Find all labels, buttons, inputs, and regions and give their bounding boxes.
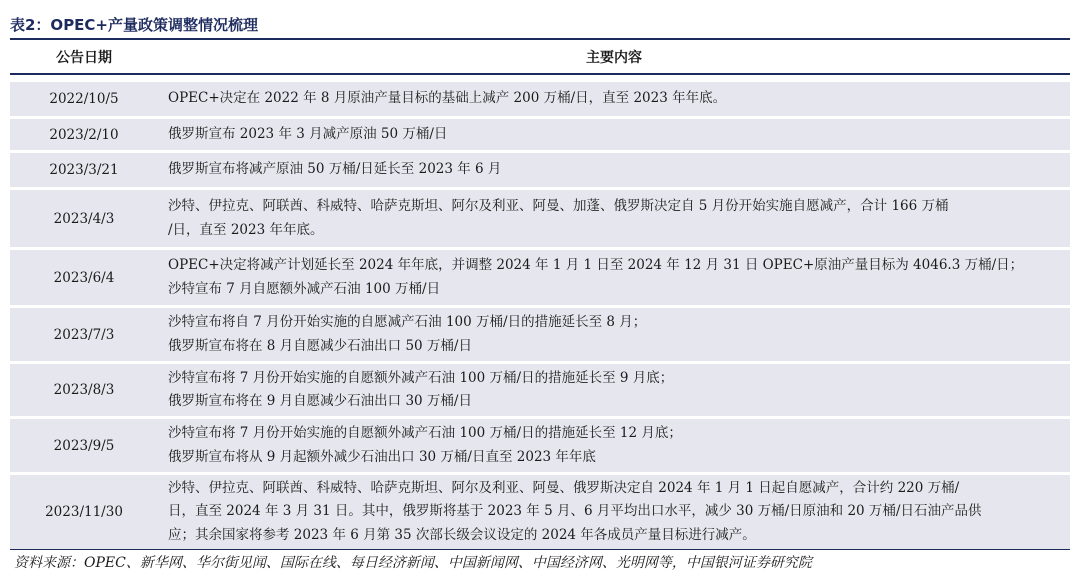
header-date: 公告日期: [56, 50, 112, 66]
table-row: [10, 82, 1070, 116]
row-line: 俄罗斯宣布将在 9 月自愿减少石油出口 30 万桶/日: [168, 393, 472, 409]
table-row: [10, 308, 1070, 361]
row-content: [168, 153, 1064, 187]
table-row: [10, 475, 1070, 549]
row-content: [168, 190, 1064, 247]
row-content: [168, 364, 1064, 416]
row-line: OPEC+决定将减产计划延长至 2024 年年底，并调整 2024 年 1 月 1 日至 2024 年 12 月 31 日 OPEC+原油产量目标为 4046.3 万桶/日；: [168, 257, 1024, 273]
row-line: 沙特、伊拉克、阿联酋、科威特、哈萨克斯坦、阿尔及利亚、阿曼、加蓬、俄罗斯决定自 5 月份开始实施自愿减产，合计 166 万桶: [168, 198, 949, 214]
row-date: 2023/7/3: [53, 326, 115, 343]
source-note: 资料来源：OPEC、新华网、华尔街见闻、国际在线、每日经济新闻、中国新闻网、中国经济网、光明网等，中国银河证券研究院: [14, 555, 812, 571]
row-line: 沙特、伊拉克、阿联酋、科威特、哈萨克斯坦、阿尔及利亚、阿曼、俄罗斯决定自 2024 年 1 月 1 日起自愿减产，合计约 220 万桶/: [168, 479, 960, 496]
row-date: 2023/8/3: [53, 382, 115, 398]
row-line: OPEC+决定在 2022 年 8 月原油产量目标的基础上减产 200 万桶/日，直至 2023 年年底。: [168, 90, 727, 107]
row-date: 2023/2/10: [49, 126, 119, 143]
header-rule: [10, 73, 1070, 75]
row-line: 沙特宣布将 7 月份开始实施的自愿额外减产石油 100 万桶/日的措施延长至 12 月底；: [168, 425, 682, 441]
row-line: /日，直至 2023 年年底。: [168, 221, 324, 238]
row-content: [168, 308, 1064, 361]
row-date: 2023/3/21: [49, 162, 119, 178]
row-line: 俄罗斯宣布 2023 年 3 月减产原油 50 万桶/日: [168, 125, 448, 142]
row-content: [168, 119, 1064, 150]
table-header: [10, 44, 1070, 72]
row-line: 应；其余国家将参考 2023 年 6 月第 35 次部长级会议设定的 2024 年各成员产量目标进行减产。: [168, 526, 756, 543]
table-row: [10, 190, 1070, 247]
header-content: 主要内容: [586, 50, 642, 66]
row-content: [168, 250, 1064, 305]
row-line: 沙特宣布将自 7 月份开始实施的自愿减产石油 100 万桶/日的措施延长至 8 月；: [168, 314, 647, 330]
table-row: [10, 419, 1070, 472]
top-rule: [10, 38, 1070, 40]
row-line: 日，直至 2024 年 3 月 31 日。其中，俄罗斯将基于 2023 年 5 月、6 月平均出口水平，减少 30 万桶/日原油和 20 万桶/日石油产品供: [168, 503, 982, 520]
row-date: 2023/11/30: [45, 504, 123, 520]
table-row: [10, 153, 1070, 187]
row-line: 沙特宣布将 7 月份开始实施的自愿额外减产石油 100 万桶/日的措施延长至 9 月底；: [168, 369, 674, 386]
row-line: 俄罗斯宣布将减产原油 50 万桶/日延长至 2023 年 6 月: [168, 161, 502, 178]
table-title: 表2：OPEC+产量政策调整情况梳理: [10, 16, 259, 34]
row-date: 2022/10/5: [49, 91, 119, 107]
row-date: 2023/4/3: [53, 210, 115, 227]
table-row: [10, 364, 1070, 416]
row-line: 俄罗斯宣布将从 9 月起额外减少石油出口 30 万桶/日直至 2023 年年底: [168, 448, 596, 465]
bottom-rule: [10, 549, 1070, 550]
table-row: [10, 119, 1070, 150]
row-date: 2023/9/5: [53, 437, 115, 454]
table-row: [10, 250, 1070, 305]
row-line: 俄罗斯宣布将在 8 月自愿减少石油出口 50 万桶/日: [168, 337, 472, 354]
row-date: 2023/6/4: [53, 269, 115, 286]
row-content: [168, 82, 1064, 116]
row-line: 沙特宣布 7 月自愿额外减产石油 100 万桶/日: [168, 280, 441, 297]
row-content: [168, 475, 1064, 549]
row-content: [168, 419, 1064, 472]
